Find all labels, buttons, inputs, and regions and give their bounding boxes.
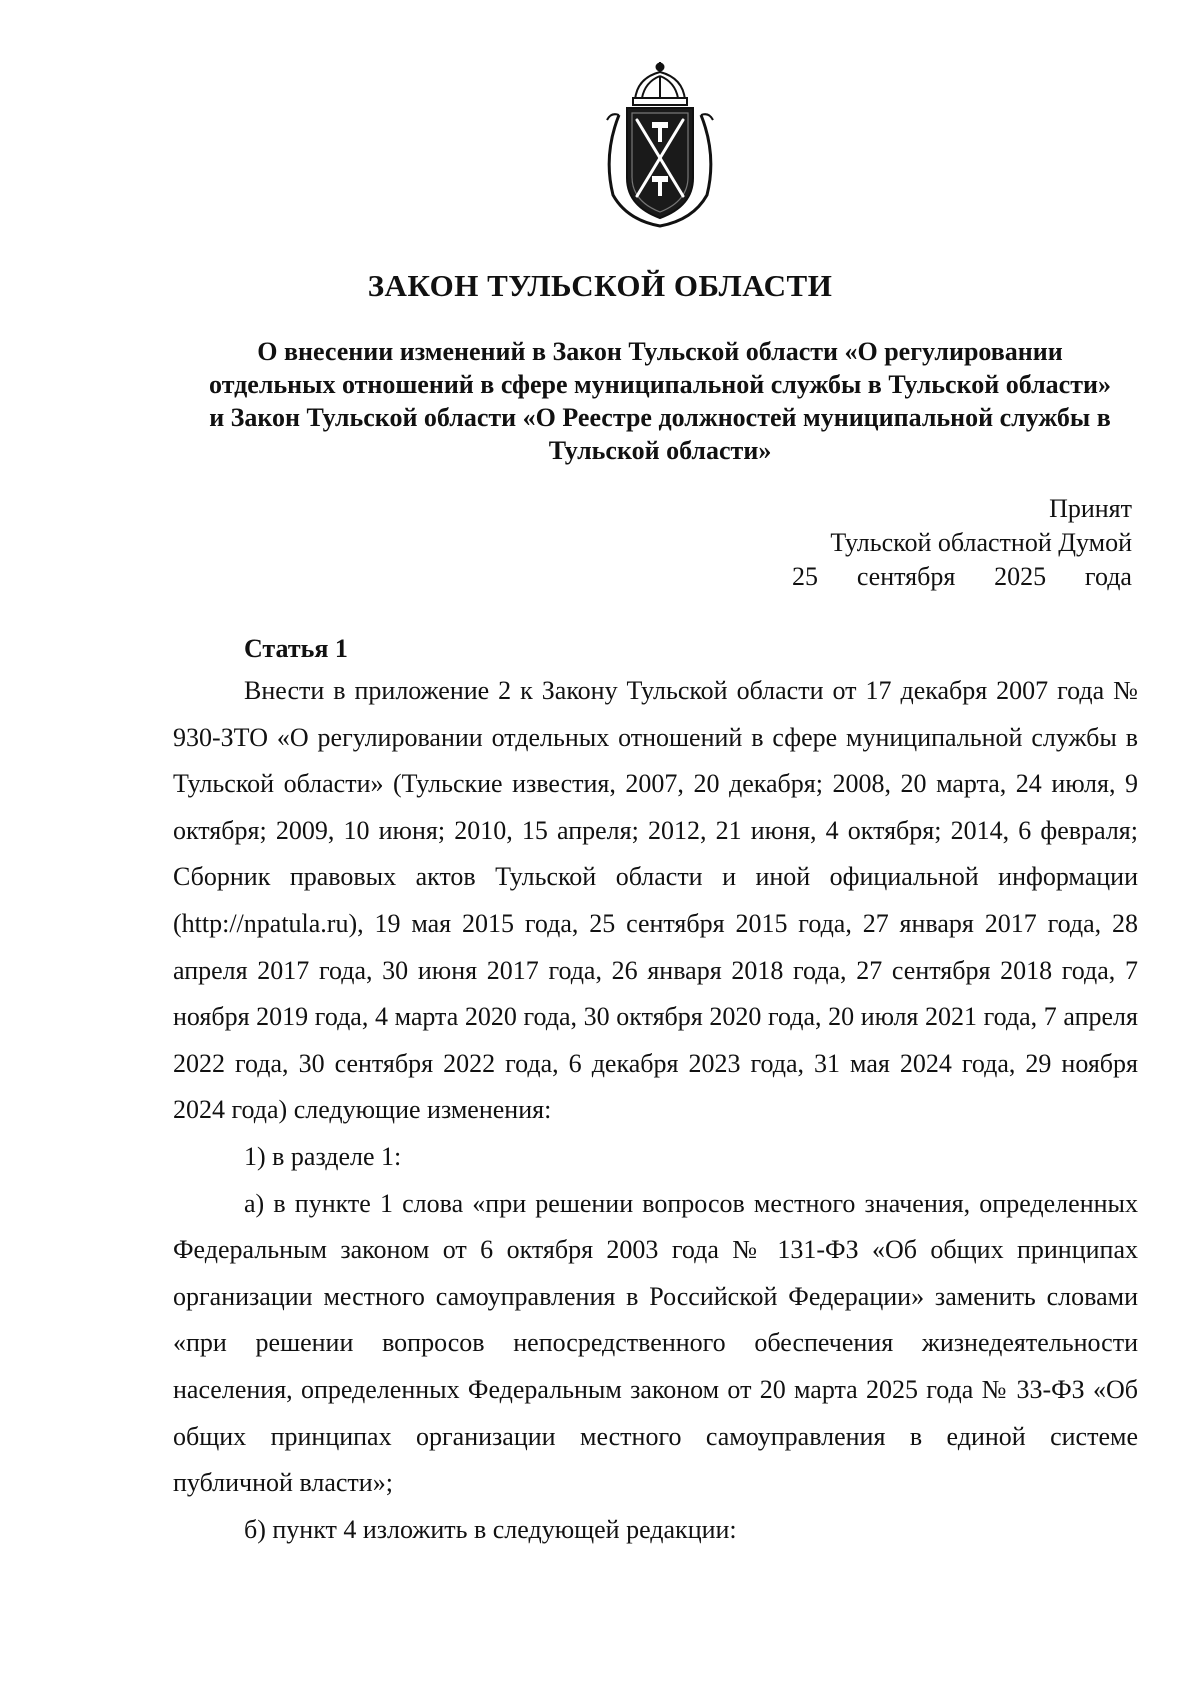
law-title: ЗАКОН ТУЛЬСКОЙ ОБЛАСТИ (367, 268, 833, 303)
tula-coat-of-arms-emblem (597, 60, 723, 230)
adoption-date (792, 560, 1132, 594)
crown-icon (633, 62, 687, 105)
adoption-date-word: года (1084, 562, 1132, 591)
paragraph-item-1: 1) в разделе 1: (244, 1141, 402, 1171)
adoption-by: Тульской областной Думой (830, 528, 1132, 557)
paragraph-item-1b: б) пункт 4 изложить в следующей редакции: (244, 1514, 737, 1544)
adoption-date-day: 25 (792, 562, 818, 591)
article-heading: Статья 1 (244, 634, 348, 663)
law-subtitle: О внесении изменений в Закон Тульской области «О регулировании отдельных отношений в сфере муниципальной службы в Тульской области» и Закон Тульской области «О Реестре должностей муниципальной службы в Тульской области» (209, 337, 1111, 465)
adoption-date-year: 2025 (994, 562, 1047, 591)
adoption-block (792, 492, 1132, 594)
article-body (173, 668, 1138, 1553)
paragraph-intro: Внести в приложение 2 к Закону Тульской области от 17 декабря 2007 года № 930-ЗТО «О регулировании отдельных отношений в сфере муниципальной службы в Тульской области» (Тульские известия, 2007, 20 декабря; 2008, 20 марта, 24 июля, 9 октября; 2009, 10 июня; 2010, 15 апреля; 2012, 21 июня, 4 октября; 2014, 6 февраля; Сборник правовых актов Тульской области и иной официальной информации (http://npatula.ru), 19 мая 2015 года, 25 сентября 2015 года, 27 января 2017 года, 28 апреля 2017 года, 30 июня 2017 года, 26 января 2018 года, 27 сентября 2018 года, 7 ноября 2019 года, 4 марта 2020 года, 30 октября 2020 года, 20 июля 2021 года, 7 апреля 2022 года, 30 сентября 2022 года, 6 декабря 2023 года, 31 мая 2024 года, 29 ноября 2024 года) следующие изменения: (173, 676, 1138, 1125)
paragraph-item-1a: а) в пункте 1 слова «при решении вопросов местного значения, определенных Федеральным законом от 6 октября 2003 года № 131-ФЗ «Об общих принципах организации местного самоуправления в Российской Федерации» заменить словами «при решении вопросов непосредственного обеспечения жизнедеятельности населения, определенных Федеральным законом от 20 марта 2025 года № 33-ФЗ «Об общих принципах организации местного самоуправления в единой системе публичной власти»; (173, 1188, 1138, 1498)
adoption-accepted: Принят (1049, 494, 1132, 523)
adoption-date-month: сентября (856, 562, 956, 591)
